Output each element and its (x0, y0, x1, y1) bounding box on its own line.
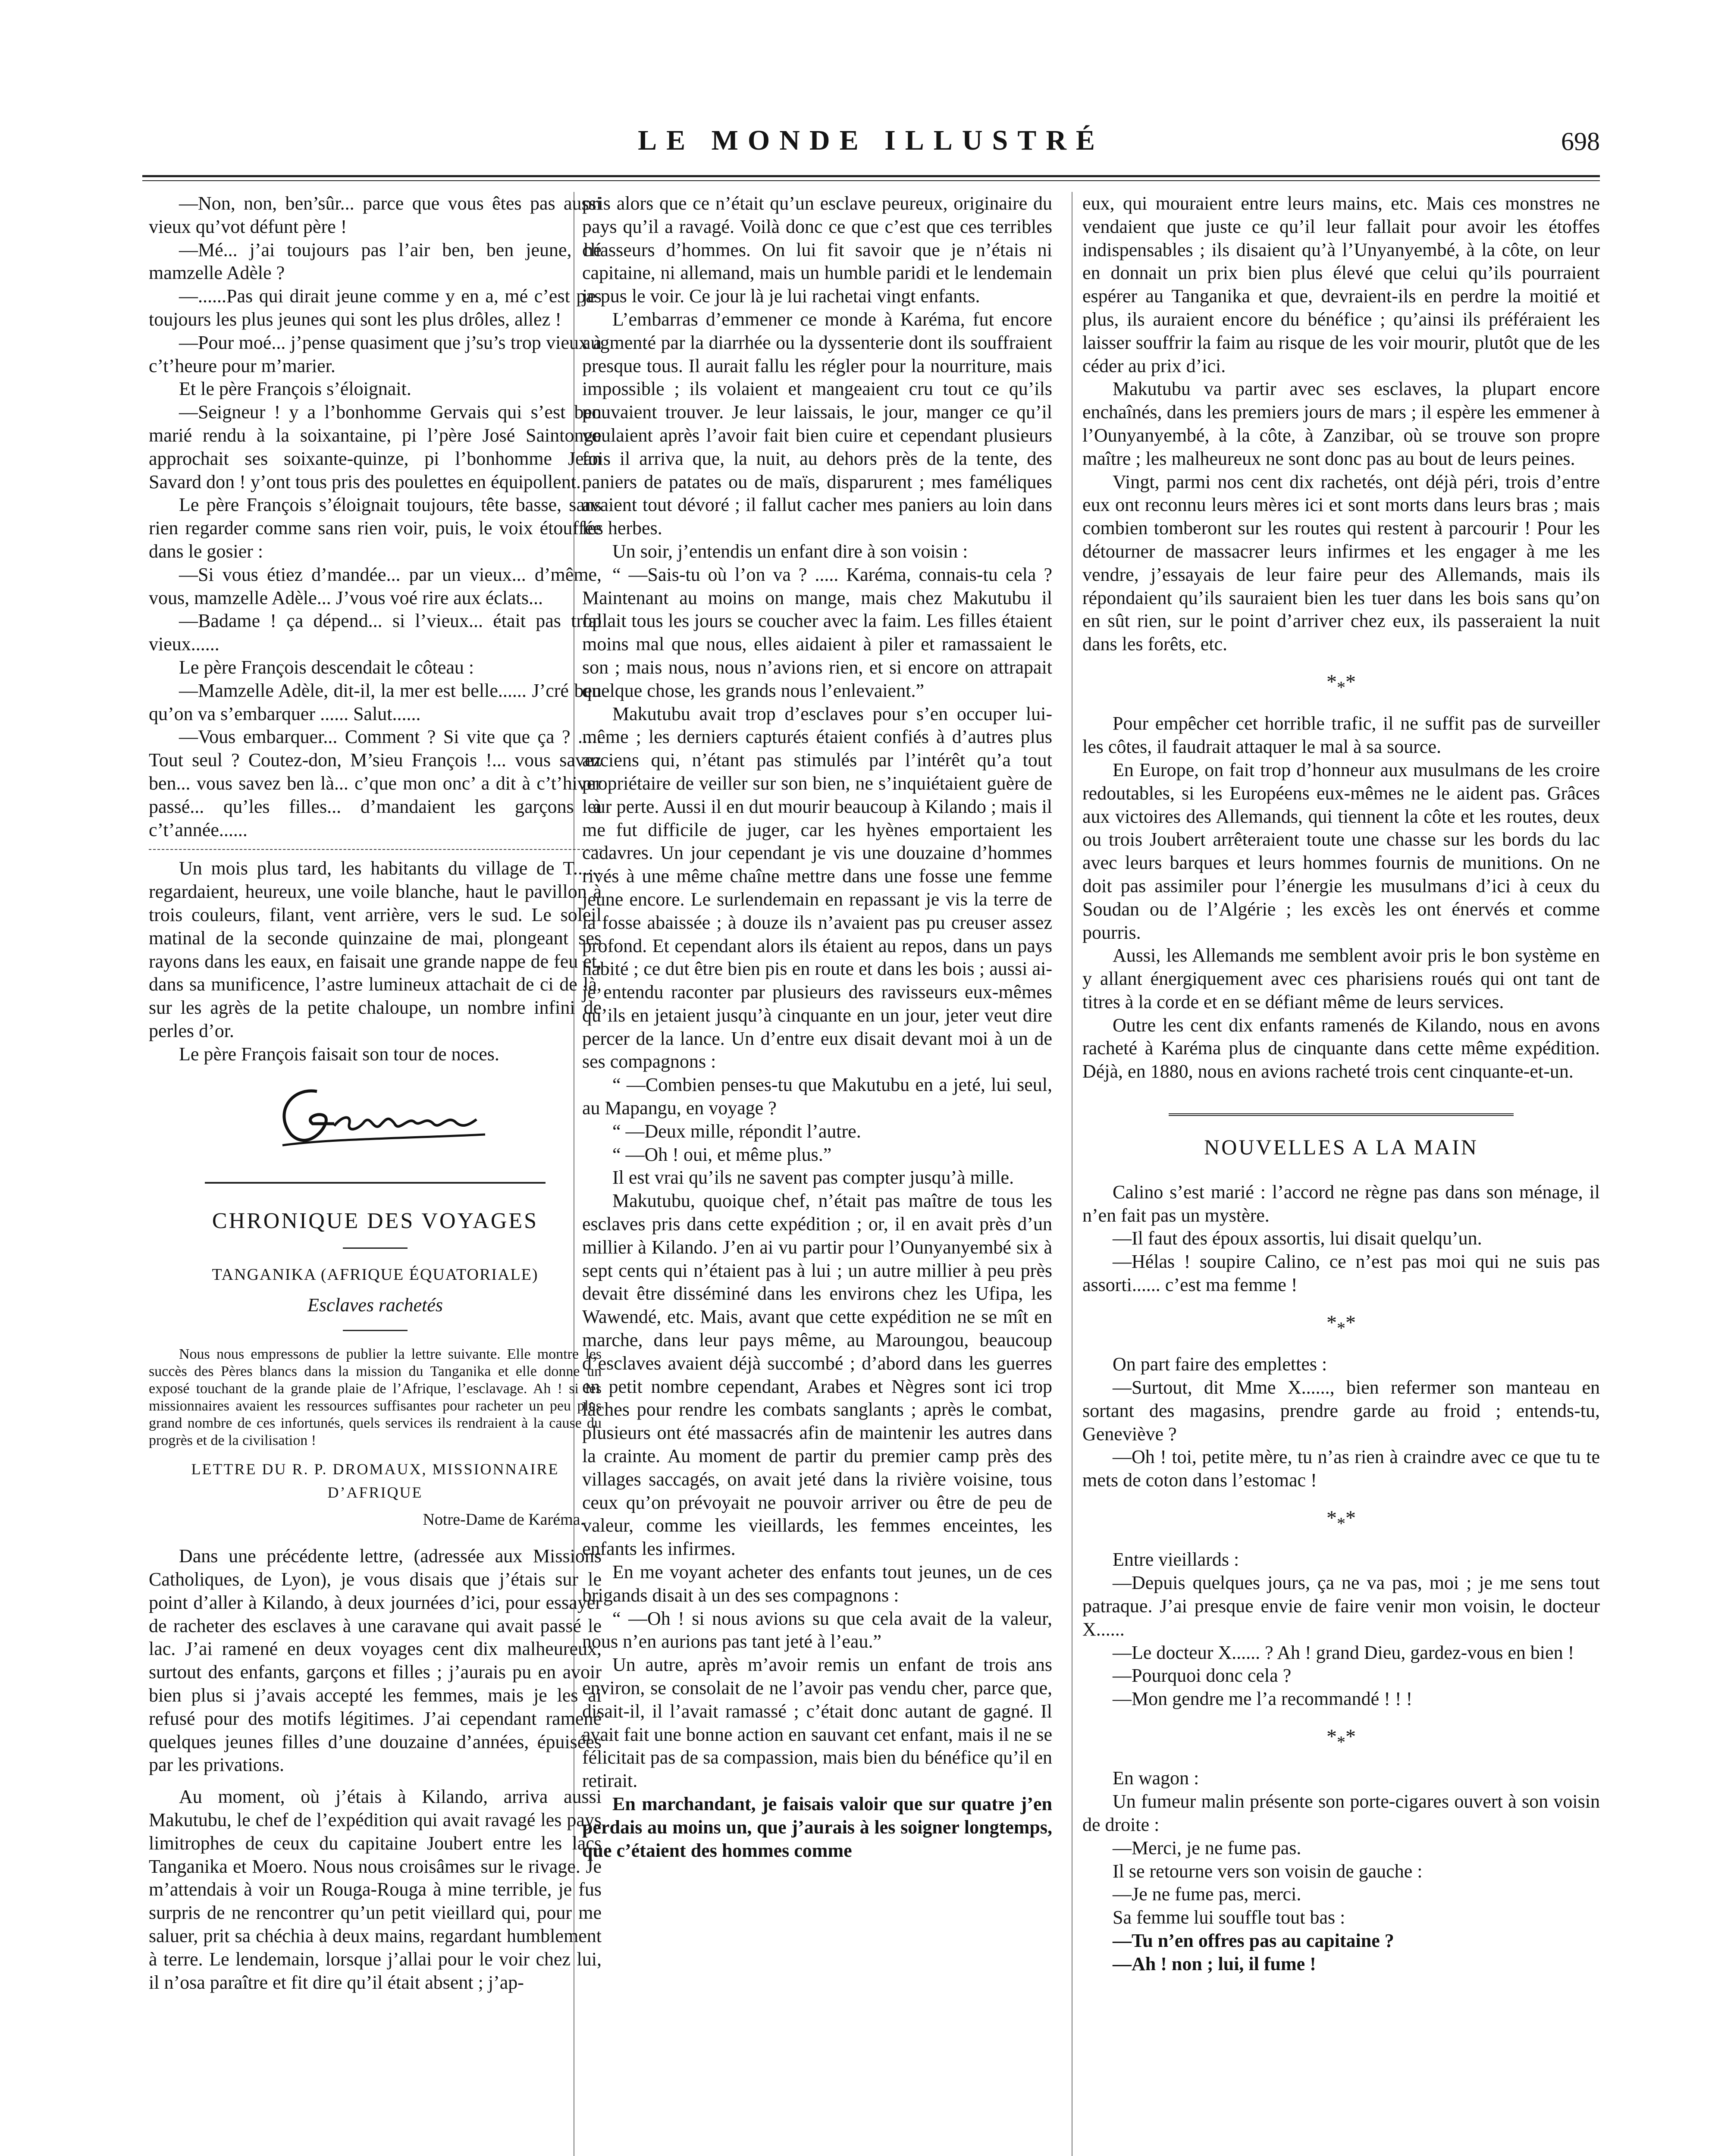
paragraph: eux, qui mouraient entre leurs mains, etc. Mais ces monstres ne vendaient que juste ce qu’il leur fallait pour avoir les étoffes indispensables ; ils disaient qu’à l’Unyanyembé, à la côte, on leur en donnait un prix bien plus élevé que celui qu’ils pourraient espérer au Tanganika et que, devraient-ils en perdre la moitié et plus, ils auraient encore du bénéfice ; qu’ainsi ils préféraient les laisser souffrir la faim au risque de les voir mourir, plutôt que de les céder au prix d’ici. (1082, 193, 1600, 376)
nouvelles-title: NOUVELLES A LA MAIN (1204, 1135, 1478, 1159)
paragraph: —Seigneur ! y a l’bonhomme Gervais qui s’est ben marié rendu à la soixantaine, pi l’père José Saintonge approchait ses soixante-quinze, pi l’bonhomme Jean Savard don ! y’ont tous pris des poulettes en équipollent. (149, 401, 602, 492)
asterism (1082, 1725, 1600, 1754)
masthead-title: LE MONDE ILLUSTRÉ (638, 125, 1104, 156)
column-3 (1082, 192, 1600, 1976)
paragraph: —Si vous étiez d’mandée... par un vieux... d’même, vous, mamzelle Adèle... J’vous voé rire aux éclats... (149, 564, 602, 608)
paragraph: En Europe, on fait trop d’honneur aux musulmans de les croire redoutables, si les Européens eux-mêmes ne le aident pas. Grâces aux victoires des Allemands, qui tiennent la côte et les routes, deux ou trois Joubert arrêteraient toute une chasse sur les bords du lac avec leurs barques et leurs hommes fournis de munitions. On ne doit pas assimiler pour l’énergie les musulmans d’ici à ceux du Soudan ou de l’Algérie ; les excès les ont énervés et comme pourris. (1082, 759, 1600, 943)
paragraph: Calino s’est marié : l’accord ne règne pas dans son ménage, il n’en fait pas un mystère. (1082, 1181, 1600, 1226)
star: * (1345, 670, 1356, 693)
paragraph: Et le père François s’éloignait. (179, 378, 411, 400)
paragraph: —Mamzelle Adèle, dit-il, la mer est belle...... J’cré ben qu’on va s’embarquer ...... Salut...... (149, 680, 602, 724)
star: * (1345, 1507, 1356, 1530)
paragraph: En marchandant, je faisais valoir que sur quatre j’en perdais au moins un, que j’aurais à les soigner longtemps, que c’étaient des hommes comme (582, 1793, 1052, 1861)
paragraph: Le père François s’éloignait toujours, tête basse, sans rien regarder comme sans rien voir, puis, le voix étouffée dans le gosier : (149, 494, 602, 562)
paragraph: Vingt, parmi nos cent dix rachetés, ont déjà péri, trois d’entre eux ont reconnu leurs mères ici et sont morts dans leurs bras ; mais combien tomberont sur les routes qui restent à parcourir ! Pour les détourner de massacrer leurs infirmes et les engager à me les vendre, j’essayais de leur faire peur des Allemands, mais ils répondaient qu’ils sauraient bien les tuer dans les bois sans qu’on en sût rien, sur le point d’arriver chez eux, ils passeraient la nuit dans les forêts, etc. (1082, 471, 1600, 655)
paragraph: Le père François faisait son tour de noces. (179, 1043, 499, 1065)
paragraph: Entre vieillards : (1113, 1549, 1239, 1570)
masthead (142, 116, 1600, 181)
paragraph: Un mois plus tard, les habitants du village de T...... regardaient, heureux, une voile blanche, haut le pavillon à trois couleurs, filant, vent arrière, vers le sud. Le soleil matinal de la seconde quinzaine de mai, plongeant ses rayons dans les eaux, en faisait une grande nappe de feu et, dans sa munificence, l’astre lumineux attachait de ci de là, sur les agrès de la petite chaloupe, un nombre infini de perles d’or. (149, 858, 602, 1041)
paragraph: —Oh ! toi, petite mère, tu n’as rien à craindre avec ce que tu te mets de coton dans l’estomac ! (1082, 1446, 1600, 1491)
letter-heading: LETTRE DU R. P. DROMAUX, MISSIONNAIRE D’AFRIQUE (191, 1460, 559, 1501)
paragraph: —Tu n’en offres pas au capitaine ? (1113, 1930, 1394, 1951)
paragraph: Makutubu va partir avec ses esclaves, la plupart encore enchaînés, dans les premiers jours de mars ; il espère les emmener à l’Ounyanyembé, à la côte, à Zanzibar, où se trouve son propre maître ; les malheureux ne sont donc pas au bout de leurs peines. (1082, 378, 1600, 469)
paragraph: Un fumeur malin présente son porte-cigares ouvert à son voisin de droite : (1082, 1791, 1600, 1835)
asterism (1082, 1507, 1600, 1535)
star: * (1326, 1725, 1337, 1748)
paragraph: —Badame ! ça dépend... si l’vieux... était pas trop vieux...... (149, 610, 602, 655)
star: * (1337, 1318, 1345, 1338)
paragraph: —Vous embarquer... Comment ? Si vite que ça ? ..... Tout seul ? Coutez-don, M’sieu François !... vous savez ben... vous savez ben là... c’que mon onc’ a dit à c’t’hiver passé... qu’les filles... d’mandaient les garçons à c’t’année...... (149, 726, 602, 840)
paragraph: Makutubu, quoique chef, n’était pas maître de tous les esclaves pris dans cette expédition ; or, il en avait près d’un millier à Kilando. J’en ai vu partir pour l’Ounyanyembé six à sept cents qui n’étaient pas à lui ; un autre millier à peu près devait être disséminé dans les environs chez les Ufipa, les Wawendé, etc. Mais, avant que cette expédition ne se mît en marche, dans leur pays même, au Maroungou, beaucoup d’esclaves avaient déjà succombé ; d’abord dans les guerres en petit nombre cependant, Arabes et Nègres sont ici trop lâches pour rendre les combats sanglants ; après le combat, plusieurs ont été massacrés afin de maintenir les autres dans la crainte. Au moment de partir du premier camp près des villages saccagés, on avait jeté dans la rivière voisine, tous ceux qu’on prévoyait ne pouvoir arriver ou être de peu de valeur, comme les vieillards, les femmes enceintes, les enfants les infirmes. (582, 1190, 1052, 1560)
paragraph: —Depuis quelques jours, ça ne va pas, moi ; je me sens tout patraque. J’ai presque envie de faire venir mon voisin, le docteur X...... (1082, 1572, 1600, 1640)
paragraph: L’embarras d’emmener ce monde à Karéma, fut encore augmenté par la diarrhée ou la dyssenterie dont ils souffraient presque tous. Il aurait fallu les régler pour la nourriture, mais impossible ; ils volaient et mangeaient cru tout ce qu’ils pouvaient trouver. Je leur laissais, le jour, manger ce qu’il voulaient après l’avoir fait bien cuire et cependant plusieurs fois il arriva que, la nuit, au dehors près de la tente, des paniers de patates ou de maïs, disparurent ; mes faméliques avaient tout dévoré ; il fallut cacher mes paniers au loin dans les herbes. (582, 308, 1052, 539)
asterism (1082, 1311, 1600, 1340)
paragraph: —Hélas ! soupire Calino, ce n’est pas moi qui ne suis pas assorti...... c’est ma femme ! (1082, 1251, 1600, 1296)
signature (149, 1065, 602, 1165)
paragraph: Outre les cent dix enfants ramenés de Kilando, nous en avons racheté à Karéma plus de cinquante dans cette même expédition. Déjà, en 1880, nous en avions racheté trois cent cinquante-et-un. (1082, 1014, 1600, 1082)
paragraph: “ —Oh ! oui, et même plus.” (612, 1144, 832, 1165)
chronique-title: CHRONIQUE DES VOYAGES (212, 1209, 539, 1234)
star: * (1337, 1514, 1345, 1533)
signature-script-image (265, 1074, 489, 1160)
short-rule (343, 1330, 408, 1331)
article-subtitle: Esclaves rachetés (307, 1294, 443, 1316)
column-1 (149, 192, 602, 1994)
paragraph: —Surtout, dit Mme X......, bien refermer son manteau en sortant des magasins, prendre garde au froid ; entends-tu, Geneviève ? (1082, 1377, 1600, 1445)
star: * (1326, 670, 1337, 693)
region-heading: TANGANIKA (AFRIQUE ÉQUATORIALE) (212, 1266, 539, 1284)
paragraph: —Pour moé... j’pense quasiment que j’su’s trop vieux à c’t’heure pour m’marier. (149, 332, 602, 376)
dashed-separator (149, 849, 602, 850)
paragraph: pris alors que ce n’était qu’un esclave peureux, originaire du pays qu’il a ravagé. Voilà donc ce que c’est que ces terribles chasseurs d’hommes. On lui fit savoir que je n’étais ni capitaine, ni allemand, mais un humble paridi et le lendemain je pus le voir. Ce jour là je lui rachetai vingt enfants. (582, 193, 1052, 307)
star: * (1345, 1311, 1356, 1334)
paragraph: “ —Deux mille, répondit l’autre. (612, 1120, 861, 1142)
paragraph: Un soir, j’entendis un enfant dire à son voisin : (612, 540, 968, 562)
paragraph: Aussi, les Allemands me semblent avoir pris le bon système en y allant énergiquement avec ces pharisiens roués qui ont tant de titres à la corde et en se défiant même de leurs services. (1082, 945, 1600, 1012)
column-2 (582, 192, 1052, 1862)
paragraph: —Non, non, ben’sûr... parce que vous êtes pas aussi vieux qu’vot défunt père ! (149, 193, 602, 237)
paragraph: —Il faut des époux assortis, lui disait quelqu’un. (1113, 1228, 1482, 1249)
paragraph: Au moment, où j’étais à Kilando, arriva aussi Makutubu, le chef de l’expédition qui avait ravagé les pays limitrophes de ceux du capitaine Joubert entre les lacs Tanganika et Moero. Nous nous croisâmes sur le rivage. Je m’attendais à voir un Rouga-Rouga à mine terrible, je fus surpris de ne rencontrer qu’un petit vieillard qui, pour me saluer, prit sa chéchia à deux mains, regardant humblement à terre. Le lendemain, lorsque j’allai pour le voir chez lui, il n’osa paraître et fit dire qu’il était absent ; j’ap- (149, 1786, 602, 1993)
dateline: Notre-Dame de Karéma. (423, 1510, 584, 1529)
star: * (1337, 1732, 1345, 1752)
paragraph: “ —Combien penses-tu que Makutubu en a jeté, lui seul, au Mapangu, en voyage ? (582, 1074, 1052, 1119)
page-number: 698 (1561, 127, 1600, 156)
paragraph: “ —Sais-tu où l’on va ? ..... Karéma, connais-tu cela ? Maintenant au moins on mange, mais chez Makutubu il fallait tous les jours se coucher avec la faim. Les filles étaient moins mal que nous, elles aidaient à piler et ramassaient le son ; mais nous, nous n’avions rien, et si encore on attrapait quelque chose, les grands nous l’enlevaient.” (582, 564, 1052, 701)
paragraph: —Mon gendre me l’a recommandé ! ! ! (1113, 1688, 1413, 1710)
section-rule (1169, 1113, 1514, 1119)
paragraph: —Merci, je ne fume pas. (1113, 1837, 1301, 1858)
paragraph: Il se retourne vers son voisin de gauche : (1113, 1860, 1423, 1882)
editor-intro: Nous nous empressons de publier la lettre suivante. Elle montre les succès des Pères blancs dans la mission du Tanganika et elle donne un exposé touchant de la grande plaie de l’Afrique, l’esclavage. Ah ! si les missionnaires avaient les ressources suffisantes pour racheter un peu plus grand nombre de ces infortunés, quels services ils rendraient à la cause du progrès et de la civilisation ! (149, 1346, 602, 1448)
star: * (1326, 1507, 1337, 1530)
paragraph: “ —Oh ! si nous avions su que cela avait de la valeur, nous n’en aurions pas tant jeté à l’eau.” (582, 1608, 1052, 1652)
short-rule (343, 1247, 408, 1249)
star: * (1345, 1725, 1356, 1748)
paragraph: Un autre, après m’avoir remis un enfant de trois ans environ, se consolait de ne l’avoir pas vendu cher, parce que, disait-il, il l’avait ramassé ; c’était donc autant de gagné. Il avait fait une bonne action en sauvant cet enfant, mais il ne se félicitait pas de sa compassion, mais bien du bénéfice qu’il en retirait. (582, 1654, 1052, 1792)
star: * (1337, 677, 1345, 697)
paragraph: —Ah ! non ; lui, il fume ! (1113, 1953, 1316, 1974)
paragraph: On part faire des emplettes : (1113, 1354, 1327, 1375)
asterism (1082, 671, 1600, 699)
paragraph: Le père François descendait le côteau : (179, 656, 474, 678)
section-rule (205, 1182, 546, 1184)
paragraph: Dans une précédente lettre, (adressée aux Missions Catholiques, de Lyon), je vous disais que j’étais sur le point d’aller à Kilando, à deux journées d’ici, pour essayer de racheter des esclaves à une caravane qui avait passé le lac. J’ai ramené en deux voyages cent dix malheureux, surtout des enfants, garçons et filles ; j’aurais pu en avoir bien plus si j’avais accepté les femmes, mais je les ai refusé pour des motifs légitimes. J’ai cependant ramené quelques jeunes filles d’une douzaine d’années, épuisées par les privations. (149, 1545, 602, 1776)
paragraph: Il est vrai qu’ils ne savent pas compter jusqu’à mille. (612, 1167, 1014, 1188)
paragraph: Makutubu avait trop d’esclaves pour s’en occuper lui-même ; les derniers capturés étaient confiés à d’autres plus anciens qui, n’étant pas stimulés par l’intérêt qu’a tout propriétaire de veiller sur son bien, ne s’inquiétaient guère de leur perte. Aussi il en dut mourir beaucoup à Kilando ; mais il me fut difficile de juger, car les hyènes emportaient les cadavres. Un jour cependant je vis une douzaine d’hommes rivés à une même chaîne mettre dans une fosse une femme jeune encore. Le surlendemain en repassant je vis la terre de la fosse abaissée ; à douze ils n’avaient pas pu creuser assez profond. Et cependant alors ils étaient au repos, dans un pays habité ; ce dut être bien pis en route et dans les bois ; aussi ai-je entendu raconter par plusieurs des ravisseurs eux-mêmes qu’ils en jetaient jusqu’à cinquante en un jour, jeter veut dire percer de la lance. Un d’entre eux disait devant moi à un de ses compagnons : (582, 703, 1052, 1072)
paragraph: —Le docteur X...... ? Ah ! grand Dieu, gardez-vous en bien ! (1113, 1642, 1574, 1663)
paragraph: —Pourquoi donc cela ? (1113, 1665, 1292, 1686)
paragraph: En me voyant acheter des enfants tout jeunes, un de ces brigands disait à un des ses compagnons : (582, 1561, 1052, 1606)
paragraph: Pour empêcher cet horrible trafic, il ne suffit pas de surveiller les côtes, il faudrait attaquer le mal à sa source. (1082, 713, 1600, 758)
paragraph: —......Pas qui dirait jeune comme y en a, mé c’est pas toujours les plus jeunes qui sont les plus drôles, allez ! (149, 285, 602, 330)
paragraph: Sa femme lui souffle tout bas : (1113, 1907, 1345, 1928)
star: * (1326, 1311, 1337, 1334)
paragraph: —Je ne fume pas, merci. (1113, 1883, 1301, 1905)
paragraph: —Mé... j’ai toujours pas l’air ben, ben jeune, hé mamzelle Adèle ? (149, 239, 602, 284)
masthead-rule (142, 175, 1600, 181)
paragraph: En wagon : (1113, 1767, 1199, 1789)
